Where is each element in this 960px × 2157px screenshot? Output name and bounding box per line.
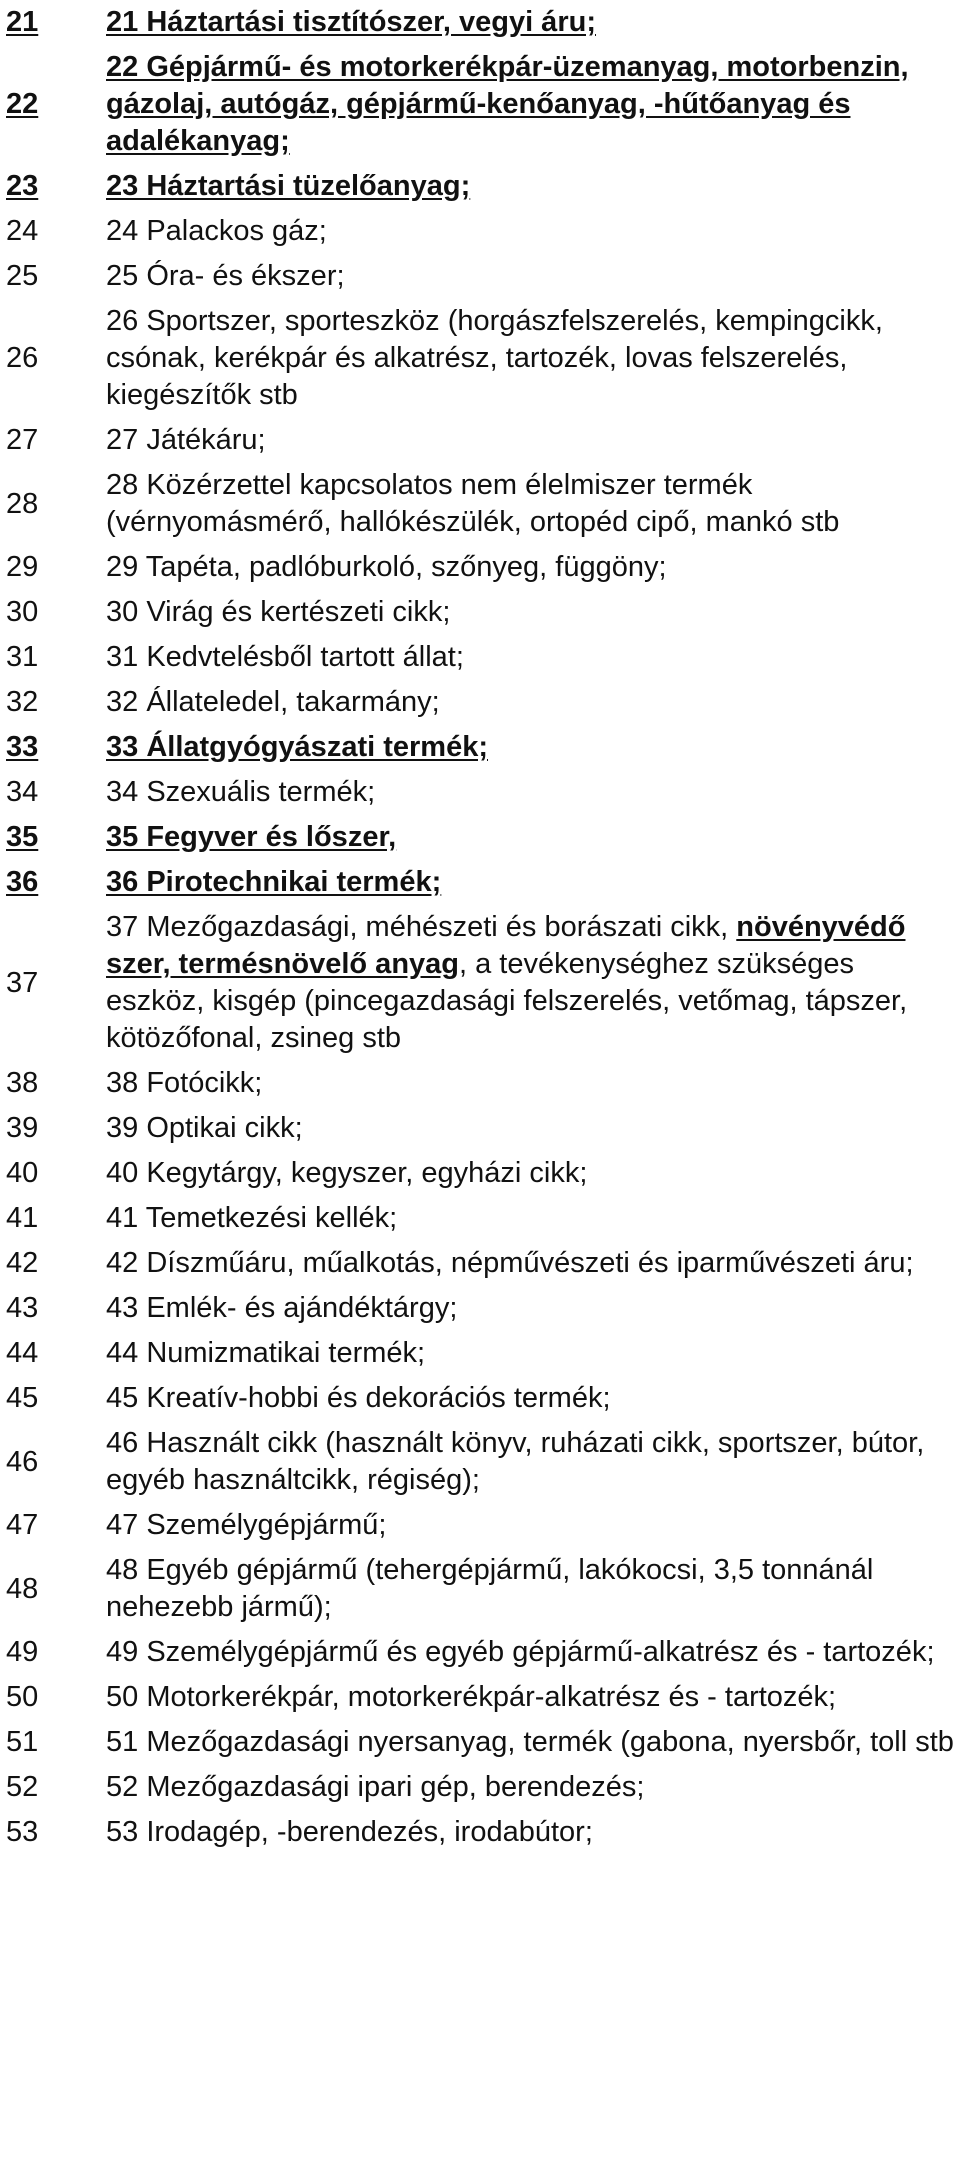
- list-item: [0, 590, 960, 635]
- item-number: 50: [6, 1681, 39, 1713]
- list-item: [0, 1720, 960, 1765]
- list-item: [0, 1061, 960, 1106]
- item-text: [106, 303, 956, 414]
- item-number: 36: [6, 866, 39, 898]
- item-text-part: 29 Tapéta, padlóburkoló, szőnyeg, függöny;: [106, 551, 667, 583]
- item-number: 52: [6, 1771, 39, 1803]
- item-number: 21: [6, 6, 39, 38]
- item-text-part: 51 Mezőgazdasági nyersanyag, termék (gabona, nyersbőr, toll stb: [106, 1726, 954, 1758]
- item-text: [106, 4, 956, 41]
- list-item: [0, 770, 960, 815]
- item-text-part: 30 Virág és kertészeti cikk;: [106, 596, 451, 628]
- item-number: 34: [6, 776, 39, 808]
- item-text-part: 27 Játékáru;: [106, 424, 266, 456]
- item-number: 37: [6, 966, 39, 999]
- item-text-part: 32 Állateledel, takarmány;: [106, 686, 440, 718]
- item-text-part: 53 Irodagép, -berendezés, irodabútor;: [106, 1816, 593, 1848]
- list-item: [0, 1630, 960, 1675]
- list-item: [0, 680, 960, 725]
- item-text: [106, 467, 956, 541]
- list-item: [0, 1151, 960, 1196]
- list-item: [0, 635, 960, 680]
- item-text-part: 36 Pirotechnikai termék;: [106, 866, 442, 898]
- item-text-part: 37 Mezőgazdasági, méhészeti és borászati cikk,: [106, 911, 737, 943]
- item-text: [106, 49, 956, 160]
- item-text-part: 42 Díszműáru, műalkotás, népművészeti és iparművészeti áru;: [106, 1247, 914, 1279]
- item-text-part: 41 Temetkezési kellék;: [106, 1202, 398, 1234]
- item-number: 30: [6, 596, 39, 628]
- item-text: [106, 422, 956, 459]
- item-text: [106, 1425, 956, 1499]
- list-item: [0, 1106, 960, 1151]
- item-number: 26: [6, 342, 39, 374]
- list-item: [0, 725, 960, 770]
- item-text: [106, 213, 956, 250]
- item-text-part: 25 Óra- és ékszer;: [106, 260, 345, 292]
- item-text: [106, 549, 956, 586]
- item-text: [106, 684, 956, 721]
- item-number: 47: [6, 1509, 39, 1541]
- list-item: [0, 1810, 960, 1855]
- list-item: [0, 545, 960, 590]
- item-text-part: 28 Közérzettel kapcsolatos nem élelmiszer termék (vérnyomásmérő, hallókészülék, ortopéd cipő, mankó stb: [106, 469, 840, 538]
- item-text-part: 40 Kegytárgy, kegyszer, egyházi cikk;: [106, 1157, 588, 1189]
- item-number: 44: [6, 1337, 39, 1369]
- list-item: [0, 299, 960, 418]
- item-text: [106, 819, 956, 856]
- item-number: 24: [6, 215, 39, 247]
- item-number: 35: [6, 821, 39, 853]
- item-number: 51: [6, 1726, 39, 1758]
- item-text-part: 38 Fotócikk;: [106, 1067, 263, 1099]
- item-number: 22: [6, 88, 39, 120]
- list-item: [0, 1286, 960, 1331]
- item-number: 32: [6, 686, 39, 718]
- item-text-part: 43 Emlék- és ajándéktárgy;: [106, 1292, 458, 1324]
- item-number: 48: [6, 1572, 39, 1605]
- item-number: 40: [6, 1157, 39, 1189]
- item-text: [106, 774, 956, 811]
- item-text: [106, 864, 956, 901]
- item-text: [106, 1065, 956, 1102]
- list-item: [0, 45, 960, 164]
- item-text-part: 21 Háztartási tisztítószer, vegyi áru;: [106, 6, 596, 38]
- item-number: 38: [6, 1067, 39, 1099]
- item-number: 25: [6, 260, 39, 292]
- list-item: [0, 1331, 960, 1376]
- item-number: 23: [6, 170, 39, 202]
- item-text: [106, 729, 956, 766]
- item-text-part: 24 Palackos gáz;: [106, 215, 327, 247]
- item-text-part: 46 Használt cikk (használt könyv, ruházati cikk, sportszer, bútor, egyéb használtcikk, régiség);: [106, 1427, 925, 1496]
- item-text-part: 31 Kedvtelésből tartott állat;: [106, 641, 464, 673]
- item-text: [106, 639, 956, 676]
- list-item: [0, 1765, 960, 1810]
- list-item: [0, 1376, 960, 1421]
- list-item: [0, 164, 960, 209]
- item-text: [106, 1507, 956, 1544]
- item-text-part: 49 Személygépjármű és egyéb gépjármű-alkatrész és - tartozék;: [106, 1636, 935, 1668]
- item-number: 49: [6, 1636, 39, 1668]
- item-number: 27: [6, 424, 39, 456]
- item-text-part: 35 Fegyver és lőszer,: [106, 821, 397, 853]
- item-text-part: növényvédő szer, termésnövelő anyag: [106, 911, 906, 980]
- item-text: [106, 258, 956, 295]
- list-item: [0, 463, 960, 545]
- item-text-part: 39 Optikai cikk;: [106, 1112, 303, 1144]
- item-number: 33: [6, 731, 39, 763]
- list-item: [0, 860, 960, 905]
- list-item: [0, 1548, 960, 1630]
- item-text-part: 47 Személygépjármű;: [106, 1509, 387, 1541]
- item-text-part: 34 Szexuális termék;: [106, 776, 376, 808]
- item-number: 28: [6, 487, 39, 520]
- item-text: [106, 1634, 956, 1671]
- item-text: [106, 1110, 956, 1147]
- list-item: [0, 1421, 960, 1503]
- item-text: [106, 1155, 956, 1192]
- item-text: [106, 168, 956, 205]
- item-number: 53: [6, 1816, 39, 1848]
- item-text: [106, 1200, 956, 1237]
- item-text-part: 26 Sportszer, sporteszköz (horgászfelszerelés, kempingcikk, csónak, kerékpár és alkatrész, tartozék, lovas felszerelés, kiegészítők stb: [106, 305, 883, 411]
- item-number: 31: [6, 641, 39, 673]
- item-text: [106, 1769, 956, 1806]
- item-text: [106, 1380, 956, 1417]
- list-item: [0, 254, 960, 299]
- list-item: [0, 905, 960, 1061]
- item-text-part: 45 Kreatív-hobbi és dekorációs termék;: [106, 1382, 611, 1414]
- item-text: [106, 1552, 956, 1626]
- item-number: 43: [6, 1292, 39, 1324]
- item-text: [106, 594, 956, 631]
- item-text-part: 50 Motorkerékpár, motorkerékpár-alkatrész és - tartozék;: [106, 1681, 837, 1713]
- item-number: 39: [6, 1112, 39, 1144]
- list-item: [0, 815, 960, 860]
- item-number: 46: [6, 1445, 39, 1478]
- item-text-part: 44 Numizmatikai termék;: [106, 1337, 426, 1369]
- item-text: [106, 909, 956, 1057]
- item-text: [106, 1335, 956, 1372]
- list-item: [0, 1196, 960, 1241]
- list-item: [0, 1241, 960, 1286]
- item-text-part: , a tevékenységhez szükséges eszköz, kisgép (pincegazdasági felszerelés, vetőmag, tápszer, kötözőfonal, zsineg stb: [106, 948, 908, 1054]
- item-text-part: 33 Állatgyógyászati termék;: [106, 731, 488, 763]
- item-text-part: 23 Háztartási tüzelőanyag;: [106, 170, 471, 202]
- list-item: [0, 1503, 960, 1548]
- list-item: [0, 0, 960, 45]
- item-number: 29: [6, 551, 39, 583]
- item-text: [106, 1724, 956, 1761]
- list-item: [0, 209, 960, 254]
- item-text: [106, 1245, 956, 1282]
- item-number: 41: [6, 1202, 39, 1234]
- item-text: [106, 1679, 956, 1716]
- list-item: [0, 1675, 960, 1720]
- item-text: [106, 1290, 956, 1327]
- item-number: 45: [6, 1382, 39, 1414]
- item-text-part: 52 Mezőgazdasági ipari gép, berendezés;: [106, 1771, 645, 1803]
- item-text: [106, 1814, 956, 1851]
- item-text-part: 22 Gépjármű- és motorkerékpár-üzemanyag, motorbenzin, gázolaj, autógáz, gépjármű-kenőanyag, -hűtőanyag és adalékanyag;: [106, 51, 909, 157]
- item-number: 42: [6, 1247, 39, 1279]
- list-item: [0, 418, 960, 463]
- item-text-part: 48 Egyéb gépjármű (tehergépjármű, lakókocsi, 3,5 tonnánál nehezebb jármű);: [106, 1554, 874, 1623]
